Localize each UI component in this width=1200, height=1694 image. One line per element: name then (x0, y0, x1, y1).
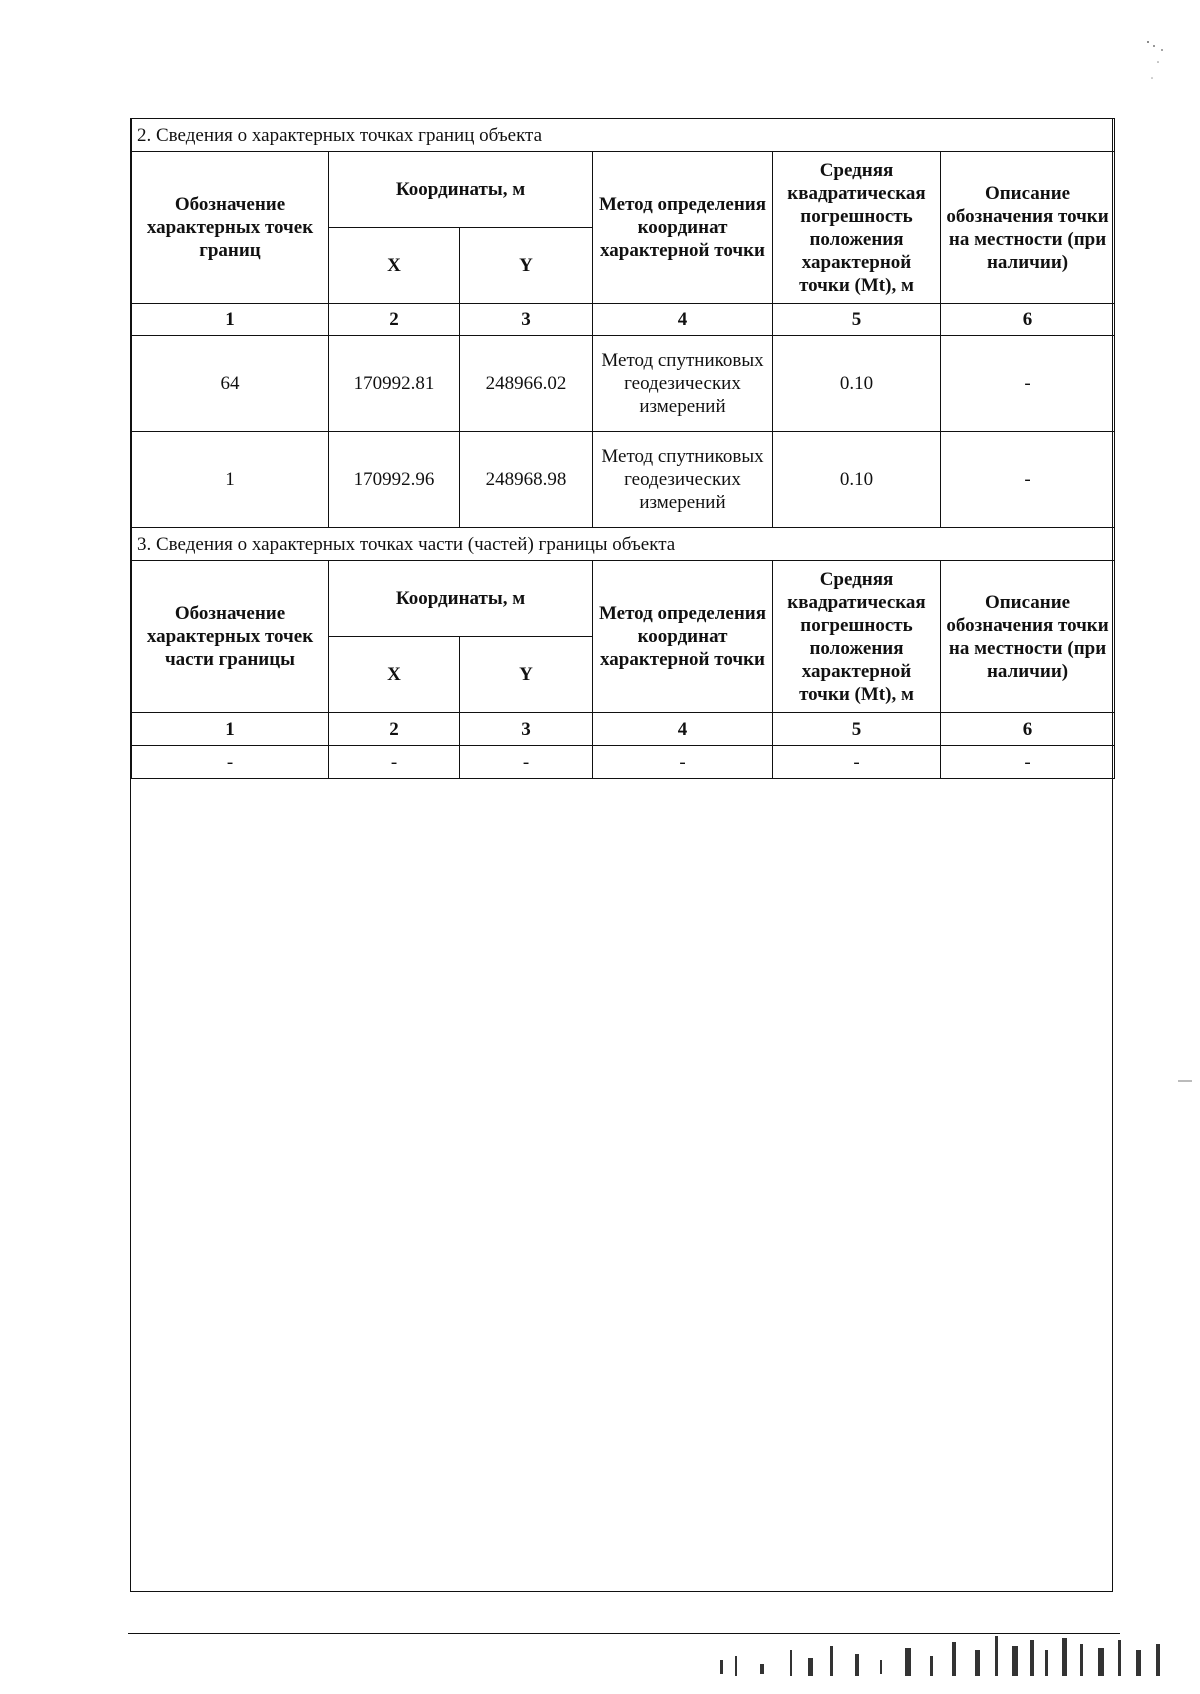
header-coordinates: Координаты, м (329, 561, 593, 637)
method: Метод спутниковых геодезических измерений (593, 432, 773, 528)
description: - (941, 432, 1115, 528)
accuracy: 0.10 (773, 336, 941, 432)
column-number: 4 (593, 713, 773, 746)
table-row (132, 336, 1115, 432)
description: - (941, 746, 1115, 779)
point-id: 1 (132, 432, 329, 528)
column-number: 1 (132, 713, 329, 746)
description: - (941, 336, 1115, 432)
column-number: 1 (132, 304, 329, 336)
column-number: 5 (773, 713, 941, 746)
header-accuracy: Средняя квадратическая погрешность положения характерной точки (Mt), м (773, 561, 941, 713)
header-method: Метод определения координат характерной точки (593, 152, 773, 304)
point-id: 64 (132, 336, 329, 432)
header-x: X (329, 228, 460, 304)
header-accuracy: Средняя квадратическая погрешность положения характерной точки (Mt), м (773, 152, 941, 304)
table-row (132, 432, 1115, 528)
point-id: - (132, 746, 329, 779)
header-coordinates: Координаты, м (329, 152, 593, 228)
column-number: 2 (329, 713, 460, 746)
column-number: 4 (593, 304, 773, 336)
header-designation: Обозначение характерных точек границ (132, 152, 329, 304)
column-number: 2 (329, 304, 460, 336)
header-description: Описание обозначения точки на местности (при наличии) (941, 152, 1115, 304)
header-y: Y (460, 637, 593, 713)
boundary-points-table (131, 118, 1115, 528)
coord-x: - (329, 746, 460, 779)
scan-noise (690, 1620, 1190, 1690)
method: - (593, 746, 773, 779)
header-description: Описание обозначения точки на местности (при наличии) (941, 561, 1115, 713)
accuracy: 0.10 (773, 432, 941, 528)
method: Метод спутниковых геодезических измерений (593, 336, 773, 432)
coord-y: 248968.98 (460, 432, 593, 528)
boundary-part-points-table (131, 527, 1115, 779)
header-x: X (329, 637, 460, 713)
column-number: 3 (460, 304, 593, 336)
coord-y: 248966.02 (460, 336, 593, 432)
coord-y: - (460, 746, 593, 779)
column-number: 6 (941, 713, 1115, 746)
table-row (132, 746, 1115, 779)
header-method: Метод определения координат характерной точки (593, 561, 773, 713)
scan-artifact (1178, 1080, 1192, 1082)
accuracy: - (773, 746, 941, 779)
section-3-title: 3. Сведения о характерных точках части (частей) границы объекта (132, 528, 1115, 561)
column-number: 3 (460, 713, 593, 746)
section-2-title: 2. Сведения о характерных точках границ объекта (132, 119, 1115, 152)
header-y: Y (460, 228, 593, 304)
scan-artifact (1140, 30, 1180, 90)
header-designation: Обозначение характерных точек части границы (132, 561, 329, 713)
column-number: 5 (773, 304, 941, 336)
column-number: 6 (941, 304, 1115, 336)
coord-x: 170992.96 (329, 432, 460, 528)
document-frame (130, 118, 1113, 1592)
coord-x: 170992.81 (329, 336, 460, 432)
